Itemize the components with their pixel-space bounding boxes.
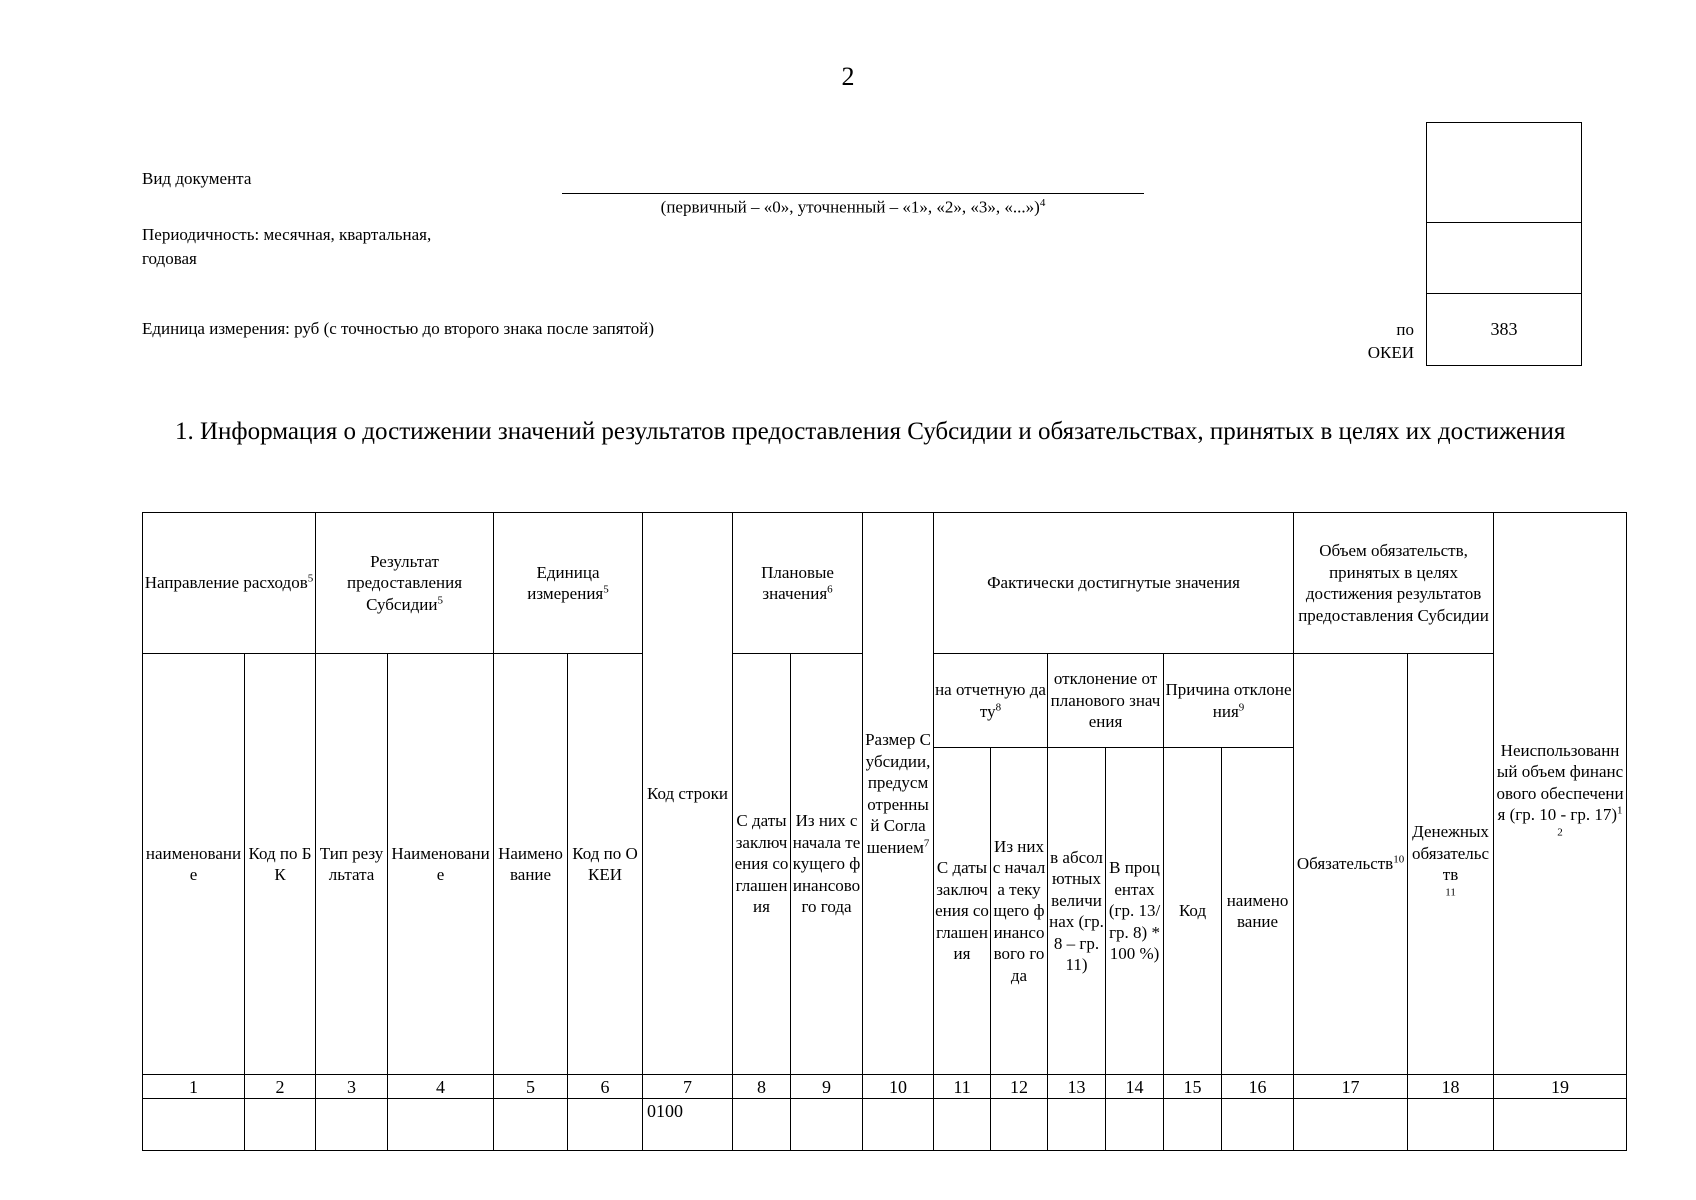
- col-number: 11: [934, 1075, 991, 1099]
- col-reason-code: Код: [1164, 748, 1222, 1075]
- subheader-deviation: отклонение от планового значения: [1048, 654, 1164, 748]
- periodicity-label-cont: годовая: [142, 249, 197, 268]
- col-name: наименование: [143, 654, 245, 1075]
- periodicity-code-box[interactable]: [1426, 222, 1582, 294]
- col-dev-pct: В процентах (гр. 13/гр. 8) * 100 %): [1106, 748, 1164, 1075]
- col-number: 4: [388, 1075, 494, 1099]
- col-money-obligations: Денежных обязательств $^{11}$: [1408, 654, 1494, 1075]
- col-dev-abs: в абсолютных величинах (гр. 8 – гр. 11): [1048, 748, 1106, 1075]
- data-cell[interactable]: [991, 1099, 1048, 1151]
- subheader-reason: Причина отклонения$^9$: [1164, 654, 1294, 748]
- doc-type-hint: (первичный – «0», уточненный – «1», «2», «3», «...»)$^4$: [660, 197, 1046, 217]
- data-cell[interactable]: [934, 1099, 991, 1151]
- col-number: 1: [143, 1075, 245, 1099]
- section-title: 1. Информация о достижении значений результатов предоставления Субсидии и обязательствах, принятых в целях их достижения: [175, 418, 1566, 445]
- doc-type-code-box[interactable]: [1426, 122, 1582, 223]
- col-number: 14: [1106, 1075, 1164, 1099]
- col-number: 16: [1222, 1075, 1294, 1099]
- col-result-name: Наименование: [388, 654, 494, 1075]
- col-number: 7: [643, 1075, 733, 1099]
- header-obligations: Объем обязательств, принятых в целях достижения результатов предоставления Субсидии: [1294, 513, 1494, 654]
- col-unit-name: Наименование: [494, 654, 568, 1075]
- col-plan-from-sign: С даты заключения соглашения: [733, 654, 791, 1075]
- data-cell[interactable]: [143, 1099, 245, 1151]
- col-number: 10: [863, 1075, 934, 1099]
- col-number: 17: [1294, 1075, 1408, 1099]
- unit-label: Единица измерения: руб (с точностью до второго знака после запятой): [142, 319, 654, 338]
- data-cell[interactable]: [733, 1099, 791, 1151]
- data-cell[interactable]: [1048, 1099, 1106, 1151]
- data-cell[interactable]: [316, 1099, 388, 1151]
- okei-label: по ОКЕИ: [1367, 320, 1414, 362]
- data-cell[interactable]: [1494, 1099, 1627, 1151]
- col-number: 3: [316, 1075, 388, 1099]
- data-cell[interactable]: [1222, 1099, 1294, 1151]
- data-cell[interactable]: [494, 1099, 568, 1151]
- data-cell[interactable]: [568, 1099, 643, 1151]
- col-number: 19: [1494, 1075, 1627, 1099]
- col-number: 12: [991, 1075, 1048, 1099]
- data-cell[interactable]: [863, 1099, 934, 1151]
- subheader-on-date: на отчетную дату$^8$: [934, 654, 1048, 748]
- col-number: 15: [1164, 1075, 1222, 1099]
- col-bk: Код по БК: [245, 654, 316, 1075]
- okei-code-box: 383: [1426, 293, 1582, 366]
- header-row-code: Код строки: [643, 513, 733, 1075]
- header-plan: Плановые значения$^6$: [733, 513, 863, 654]
- col-plan-from-year: Из них с начала текущего финансового года: [791, 654, 863, 1075]
- data-cell[interactable]: [1408, 1099, 1494, 1151]
- row-code-cell: 0100: [643, 1099, 733, 1151]
- col-okei: Код по ОКЕИ: [568, 654, 643, 1075]
- results-table: [142, 512, 1627, 1151]
- header-result: Результат предоставления Субсидии$^5$: [316, 513, 494, 654]
- col-type: Тип результата: [316, 654, 388, 1075]
- col-number: 2: [245, 1075, 316, 1099]
- data-cell[interactable]: [1294, 1099, 1408, 1151]
- col-obligations: Обязательств$^{10}$: [1294, 654, 1408, 1075]
- col-number: 18: [1408, 1075, 1494, 1099]
- header-direction: Направление расходов$^5$: [143, 513, 316, 654]
- doc-type-field-line[interactable]: [562, 193, 1144, 194]
- periodicity-label: Периодичность: месячная, квартальная,: [142, 225, 432, 244]
- col-number: 8: [733, 1075, 791, 1099]
- col-number: 13: [1048, 1075, 1106, 1099]
- data-cell[interactable]: [1164, 1099, 1222, 1151]
- doc-type-label: Вид документа: [142, 169, 252, 188]
- header-size: Размер Субсидии, предусмотренный Соглашением$^7$: [863, 513, 934, 1075]
- col-number: 9: [791, 1075, 863, 1099]
- header-unused: Неиспользованный объем финансового обеспечения (гр. 10 - гр. 17)$^{12}$: [1494, 513, 1627, 1075]
- col-reason-name: наименование: [1222, 748, 1294, 1075]
- header-actual: Фактически достигнутые значения: [934, 513, 1294, 654]
- col-fact-from-sign: С даты заключения соглашения: [934, 748, 991, 1075]
- data-cell[interactable]: [1106, 1099, 1164, 1151]
- col-number: 5: [494, 1075, 568, 1099]
- header-unit: Единица измерения$^5$: [494, 513, 643, 654]
- col-fact-from-year: Из них с начала текущего финансового года: [991, 748, 1048, 1075]
- data-cell[interactable]: [245, 1099, 316, 1151]
- col-number: 6: [568, 1075, 643, 1099]
- data-cell[interactable]: [388, 1099, 494, 1151]
- data-cell[interactable]: [791, 1099, 863, 1151]
- page-number: 2: [841, 62, 855, 91]
